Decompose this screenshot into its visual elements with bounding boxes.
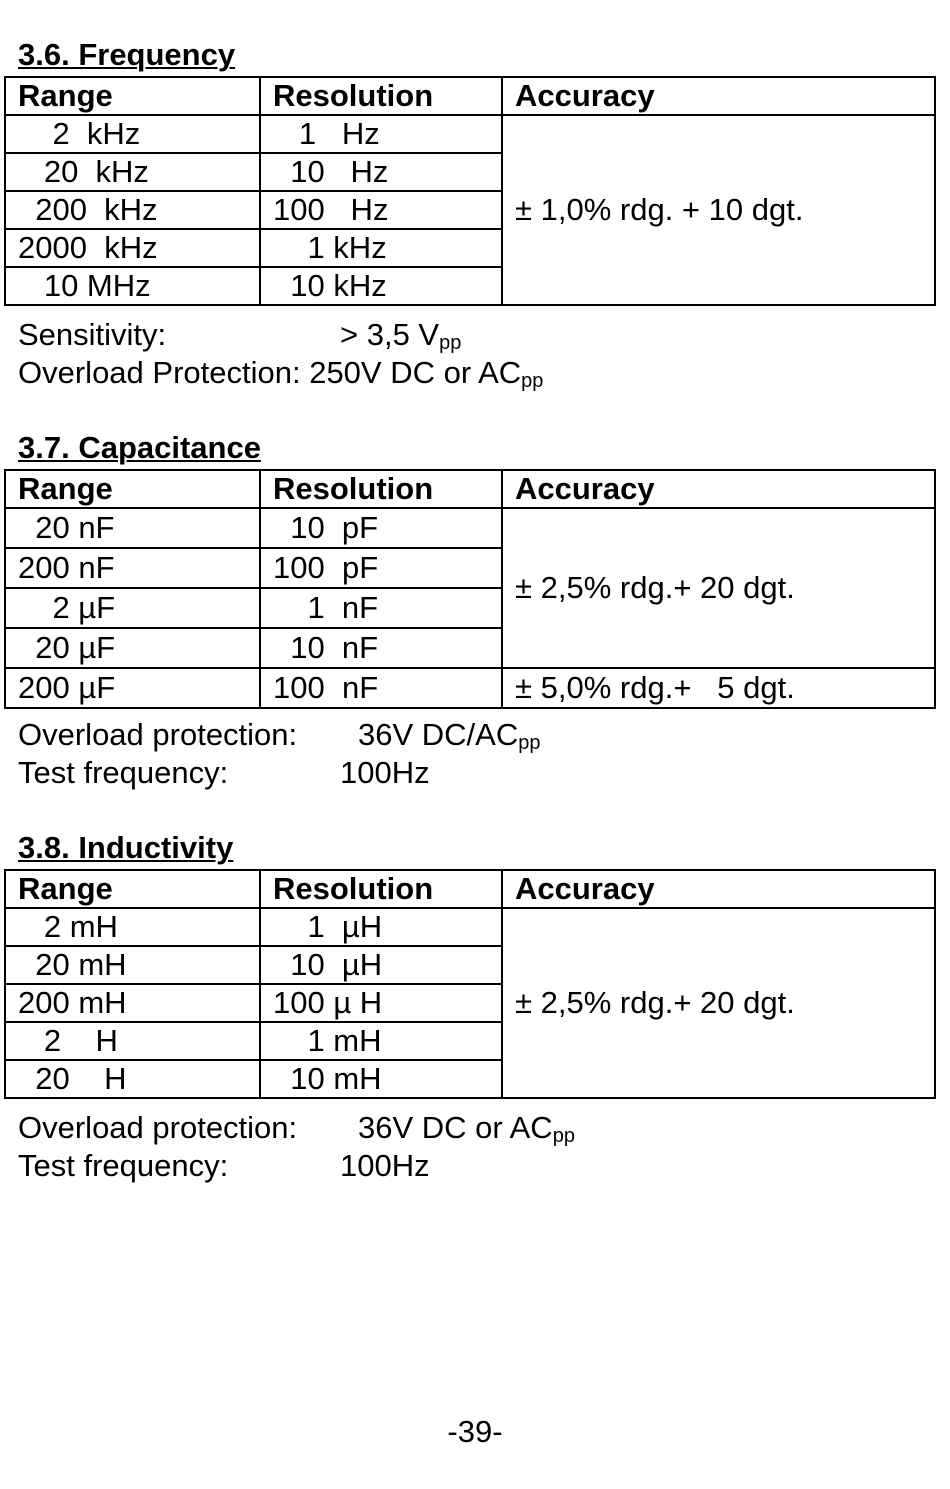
testfreq-value: 100Hz: [340, 1148, 430, 1183]
header-resolution: Resolution: [260, 77, 502, 115]
header-accuracy: Accuracy: [502, 870, 935, 908]
inductivity-table: [4, 869, 936, 1099]
overload-value: 250V DC or AC: [309, 355, 522, 390]
header-range: Range: [5, 77, 260, 115]
overload-label: Overload protection:: [18, 1110, 298, 1145]
range-cell: 20 H: [5, 1060, 260, 1098]
sensitivity-label: Sensitivity:: [18, 317, 167, 352]
table-row: [5, 115, 935, 153]
sensitivity-subscript: pp: [439, 332, 462, 354]
capacitance-overload-note: [18, 717, 540, 753]
resolution-cell: 1 kHz: [260, 229, 502, 267]
overload-subscript: pp: [521, 370, 544, 392]
range-cell: 2 mH: [5, 908, 260, 946]
resolution-cell: 1 mH: [260, 1022, 502, 1060]
resolution-cell: 10 Hz: [260, 153, 502, 191]
testfreq-label: Test frequency:: [18, 1148, 229, 1183]
overload-label: Overload protection:: [18, 717, 298, 752]
accuracy-cell: ± 2,5% rdg.+ 20 dgt.: [502, 508, 935, 668]
overload-label: Overload Protection:: [18, 355, 310, 390]
resolution-cell: 100 nF: [260, 668, 502, 708]
table-row: [5, 908, 935, 946]
resolution-cell: 1 nF: [260, 588, 502, 628]
table-header-row: [5, 870, 935, 908]
frequency-title: 3.6. Frequency: [18, 37, 236, 72]
resolution-cell: 100 Hz: [260, 191, 502, 229]
range-cell: 20 mH: [5, 946, 260, 984]
header-accuracy: Accuracy: [502, 77, 935, 115]
resolution-cell: 10 nF: [260, 628, 502, 668]
table-header-row: [5, 77, 935, 115]
inductivity-overload-note: [18, 1110, 575, 1146]
capacitance-table: [4, 469, 936, 709]
inductivity-testfreq-note: [18, 1148, 430, 1184]
resolution-cell: 1 µH: [260, 908, 502, 946]
header-range: Range: [5, 470, 260, 508]
table-row: [5, 508, 935, 548]
overload-subscript: pp: [552, 1125, 575, 1147]
page-number: -39-: [447, 1414, 503, 1449]
header-accuracy: Accuracy: [502, 470, 935, 508]
capacitance-testfreq-note: [18, 755, 430, 791]
resolution-cell: 10 kHz: [260, 267, 502, 305]
resolution-cell: 1 Hz: [260, 115, 502, 153]
overload-value: 36V DC/AC: [358, 717, 519, 752]
frequency-overload-note: [18, 355, 543, 391]
range-cell: 20 nF: [5, 508, 260, 548]
resolution-cell: 100 pF: [260, 548, 502, 588]
resolution-cell: 100 µ H: [260, 984, 502, 1022]
resolution-cell: 10 µH: [260, 946, 502, 984]
range-cell: 2000 kHz: [5, 229, 260, 267]
range-cell: 2 µF: [5, 588, 260, 628]
accuracy-cell: ± 2,5% rdg.+ 20 dgt.: [502, 908, 935, 1098]
range-cell: 200 nF: [5, 548, 260, 588]
header-range: Range: [5, 870, 260, 908]
frequency-table: [4, 76, 936, 306]
range-cell: 20 µF: [5, 628, 260, 668]
overload-subscript: pp: [518, 732, 541, 754]
capacitance-title: 3.7. Capacitance: [18, 430, 261, 465]
inductivity-title: 3.8. Inductivity: [18, 830, 234, 865]
range-cell: 20 kHz: [5, 153, 260, 191]
range-cell: 200 µF: [5, 668, 260, 708]
accuracy-cell: ± 1,0% rdg. + 10 dgt.: [502, 115, 935, 305]
range-cell: 2 kHz: [5, 115, 260, 153]
range-cell: 10 MHz: [5, 267, 260, 305]
table-header-row: [5, 470, 935, 508]
header-resolution: Resolution: [260, 470, 502, 508]
testfreq-label: Test frequency:: [18, 755, 229, 790]
sensitivity-value: > 3,5 V: [340, 317, 440, 352]
range-cell: 2 H: [5, 1022, 260, 1060]
header-resolution: Resolution: [260, 870, 502, 908]
range-cell: 200 kHz: [5, 191, 260, 229]
resolution-cell: 10 mH: [260, 1060, 502, 1098]
table-row: [5, 668, 935, 708]
range-cell: 200 mH: [5, 984, 260, 1022]
testfreq-value: 100Hz: [340, 755, 430, 790]
resolution-cell: 10 pF: [260, 508, 502, 548]
accuracy-cell: ± 5,0% rdg.+ 5 dgt.: [502, 668, 935, 708]
frequency-sensitivity-note: [18, 317, 461, 353]
overload-value: 36V DC or AC: [358, 1110, 553, 1145]
